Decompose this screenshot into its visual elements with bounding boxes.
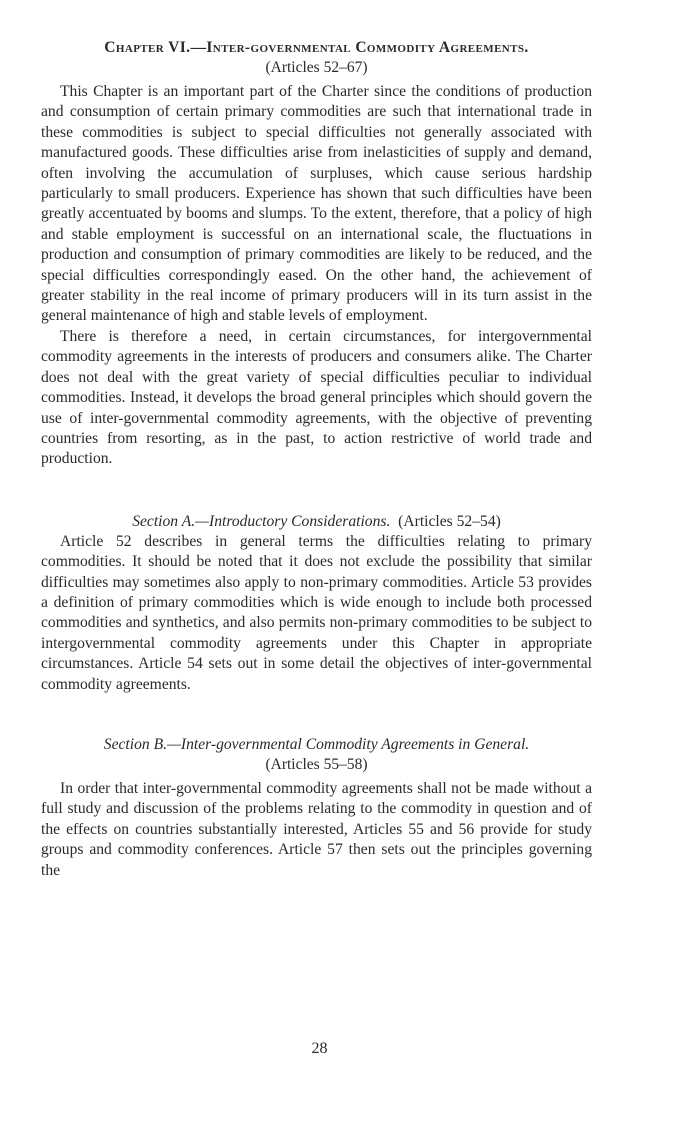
chapter-paragraph-1: This Chapter is an important part of the Charter since the conditions of production and consumption of certain primary commodities are such that international trade in these commodities is subject to special difficulties not generally associated with manufactured goods. These difficulties arise from inelasticities of supply and demand, often involving the accumulation of surpluses, which cause serious hardship particularly to small producers. Experience has shown that such difficulties have been greatly accentuated by booms and slumps. To the extent, therefore, that a policy of high and stable employment is successful on an international scale, the fluctuations in production and consumption of primary commodities are likely to be reduced, and the special difficulties correspondingly eased. On the other hand, the achievement of greater stability in the real income of primary producers will in its turn assist in the general maintenance of high and stable levels of employment. — [41, 83, 592, 325]
section-a-title: Introductory Considerations. — [209, 512, 391, 530]
section-b-heading: Section B.—Inter-governmental Commodity Agreements in General. — [103, 735, 530, 753]
document-page — [41, 38, 592, 881]
page-number: 28 — [311, 1040, 328, 1057]
section-a-articles: (Articles 52–54) — [398, 512, 501, 530]
chapter-paragraph-2: There is therefore a need, in certain circumstances, for intergovernmental commodity agreements in the interests of producers and consumers alike. The Charter does not deal with the great variety of special difficulties peculiar to individual commodities. Instead, it develops the broad general principles which should govern the use of inter-governmental commodity agreements, with the objective of preventing countries from resorting, as in the past, to action restrictive of world trade and production. — [41, 327, 592, 468]
section-b-title: Inter-governmental Commodity Agreements in General. — [180, 735, 530, 753]
section-a-paragraph-1: Article 52 describes in general terms the difficulties relating to primary commodities. It should be noted that it does not exclude the possibility that similar difficulties may sometimes also apply to non-primary commodities. Article 53 provides a definition of primary commodities which is wide enough to include both processed commodities and synthetics, and also permits non-primary commodities to be subject to intergovernmental commodity agreements under this Chapter in appropriate circumstances. Article 54 sets out in some detail the objectives of inter-governmental commodity agreements. — [41, 532, 592, 693]
section-a-heading: Section A.—Introductory Considerations. (Articles 52–54) — [132, 512, 501, 530]
section-a-label: Section A. — [132, 512, 196, 530]
chapter-articles: (Articles 52–67) — [265, 59, 368, 76]
chapter-name: Inter-governmental Commodity Agreements. — [206, 39, 529, 56]
section-b-articles: (Articles 55–58) — [265, 755, 368, 773]
section-b-paragraph-1: In order that inter-governmental commodity agreements shall not be made without a full study and discussion of the problems relating to the commodity in question and of the effects on countries substantially interested, Articles 55 and 56 provide for study groups and commodity conferences. Article 57 then sets out the principles governing the — [41, 779, 592, 879]
chapter-title: Chapter VI.—Inter-governmental Commodity Agreements. — [104, 39, 529, 56]
chapter-number: Chapter VI. — [104, 39, 191, 56]
section-b-label: Section B. — [103, 735, 168, 753]
